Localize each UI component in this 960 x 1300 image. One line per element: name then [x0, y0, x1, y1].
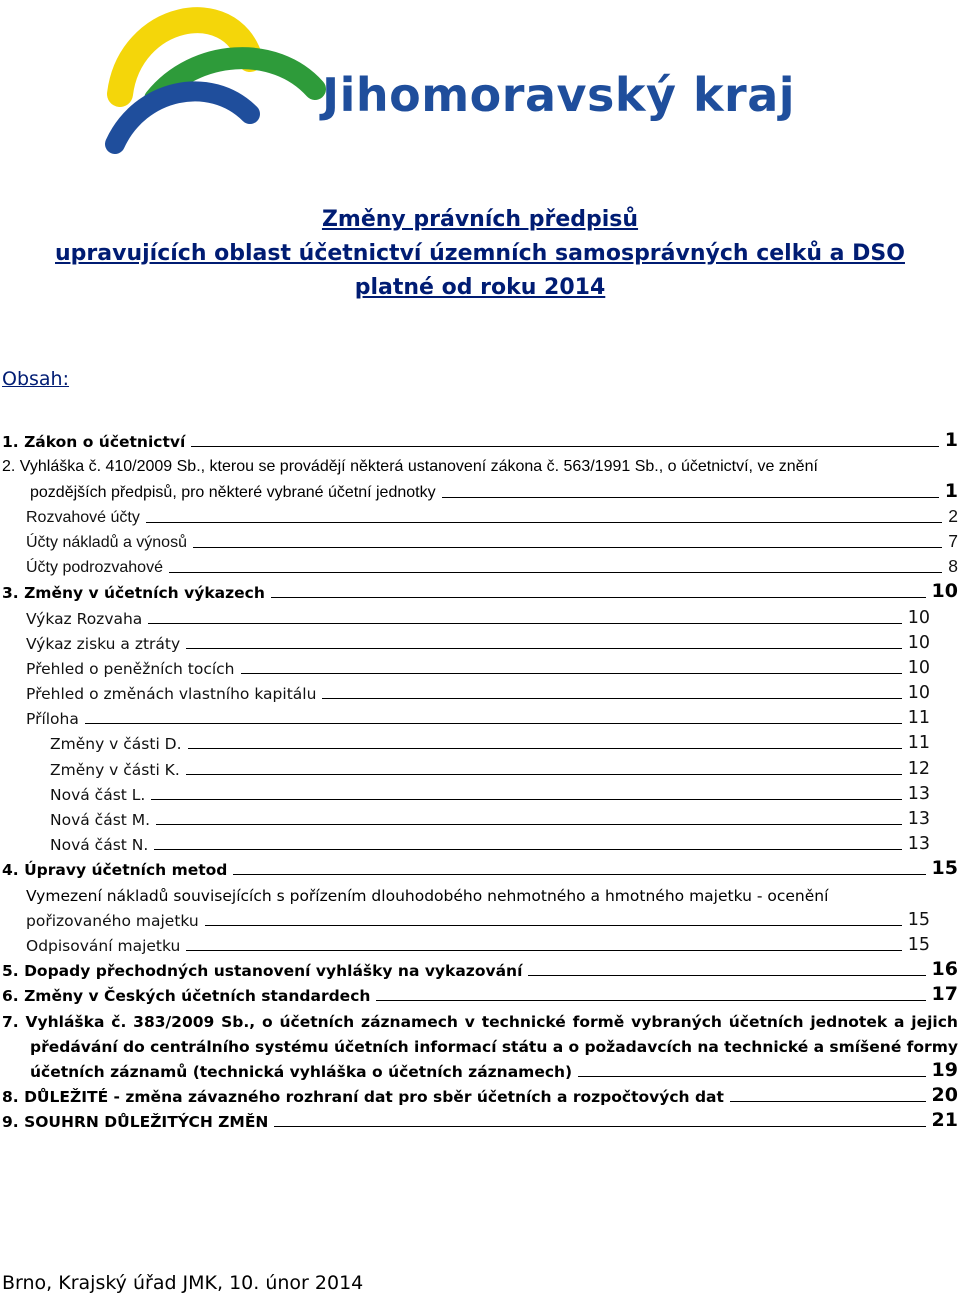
word: informací: [414, 1037, 497, 1056]
toc-entry-page: 11: [907, 708, 930, 729]
toc-entry[interactable]: [0, 552, 960, 577]
toc-entry-text: Příloha: [26, 710, 79, 729]
word: účetních: [333, 1037, 409, 1056]
toc-entry-page: 13: [907, 783, 930, 804]
word: účetních: [728, 1012, 804, 1031]
toc-entry[interactable]: [0, 779, 960, 804]
toc-entry-text: 4. Úpravy účetních metod: [2, 861, 228, 880]
toc-leader: [322, 698, 901, 699]
toc-entry-page: 21: [931, 1109, 958, 1132]
toc-entry[interactable]: [0, 678, 960, 703]
toc-entry-page: 17: [931, 983, 958, 1006]
toc-leader: [186, 774, 902, 775]
word: jednotek: [810, 1012, 888, 1031]
word: účetních: [279, 1012, 355, 1031]
toc-entry-page: 7: [948, 530, 958, 551]
word: státu: [501, 1037, 548, 1056]
toc-entry-page: 10: [907, 683, 930, 704]
toc-entry-text: Přehled o peněžních tocích: [26, 659, 235, 678]
word: a: [813, 1037, 825, 1056]
table-of-contents: [0, 426, 960, 1131]
word: jejich: [911, 1012, 958, 1031]
toc-entry[interactable]: [0, 703, 960, 728]
toc-leader: [271, 597, 926, 598]
toc-entry-page: 2: [948, 505, 958, 526]
toc-entry-text: Změny v části D.: [50, 735, 182, 754]
toc-entry-text: pozdějších předpisů, pro některé vybrané účetní jednotky: [30, 483, 436, 501]
toc-entry-page: 15: [907, 934, 930, 955]
toc-entry-text: Nová část L.: [50, 785, 146, 804]
toc-entry-text: Účty nákladů a výnosů: [26, 533, 187, 551]
toc-entry-page: 1: [944, 479, 958, 502]
toc-entry-page: 19: [931, 1058, 958, 1081]
toc-entry-text: Přehled o změnách vlastního kapitálu: [26, 685, 317, 704]
toc-entry[interactable]: [0, 1106, 960, 1131]
word: Vyhláška: [25, 1012, 105, 1031]
toc-entry-page: 13: [907, 809, 930, 829]
toc-entry[interactable]: [0, 930, 960, 955]
title-line-1: Změny právních předpisů: [321, 207, 639, 232]
toc-justified-line-2: [0, 1031, 960, 1056]
toc-entry[interactable]: [0, 980, 960, 1005]
logo-blue-arc: [115, 91, 250, 144]
word: a: [552, 1037, 564, 1056]
toc-entry-text: Účty podrozvahové: [26, 559, 163, 577]
toc-entry-page: 15: [907, 909, 930, 930]
toc-entry-text: 9. SOUHRN DŮLEŽITÝCH ZMĚN: [2, 1113, 269, 1132]
toc-entry-text: 2. Vyhláška č. 410/2009 Sb., kterou se provádějí některá ustanovení zákona č. 563/1991 Sb., o účetnictví, ve znění: [2, 458, 818, 476]
toc-leader: [148, 623, 901, 624]
toc-entry-page: 12: [907, 758, 930, 779]
toc-leader: [188, 748, 902, 749]
document-title: [0, 203, 960, 305]
toc-entry-text: Nová část M.: [50, 811, 151, 829]
toc-leader: [186, 648, 902, 649]
toc-leader: [442, 497, 939, 498]
toc-entry[interactable]: [0, 476, 960, 501]
toc-entry-text: 8. DŮLEŽITÉ - změna závazného rozhraní dat pro sběr účetních a rozpočtových dat: [2, 1088, 724, 1107]
toc-entry[interactable]: [0, 854, 960, 879]
toc-entry-text: 1. Zákon o účetnictví: [2, 433, 186, 452]
toc-leader: [193, 547, 942, 548]
word: do: [123, 1037, 145, 1056]
toc-leader: [85, 723, 902, 724]
toc-entry-text: Rozvahové účty: [26, 508, 140, 526]
toc-entry[interactable]: [0, 728, 960, 753]
word: o: [262, 1012, 273, 1031]
word: 383/2009: [133, 1012, 215, 1031]
toc-entry-text: Vymezení nákladů souvisejících s pořízením dlouhodobého nehmotného a hmotného majetku - ocenění: [26, 886, 829, 905]
toc-leader: [730, 1101, 926, 1102]
toc-leader: [154, 849, 901, 850]
toc-leader: [169, 572, 942, 573]
word: záznamech: [361, 1012, 458, 1031]
word: technické: [481, 1012, 566, 1031]
word: systému: [255, 1037, 329, 1056]
toc-entry-page: 10: [907, 657, 930, 678]
toc-leader: [528, 975, 925, 976]
toc-justified-line-1: [0, 1005, 960, 1030]
word: a: [893, 1012, 905, 1031]
toc-entry[interactable]: [0, 527, 960, 552]
toc-heading: Obsah:: [2, 368, 70, 390]
toc-entry-page: 11: [907, 733, 930, 754]
toc-leader: [191, 446, 938, 447]
toc-entry-page: 16: [931, 958, 958, 981]
toc-entry[interactable]: [0, 955, 960, 980]
toc-entry-text: pořizovaného majetku: [26, 911, 199, 930]
toc-leader: [241, 673, 902, 674]
toc-leader: [376, 1000, 925, 1001]
toc-entry-page: 1: [944, 429, 958, 452]
toc-entry-text: Výkaz Rozvaha: [26, 609, 143, 628]
word: požadavcích: [584, 1037, 693, 1056]
toc-leader: [151, 799, 901, 800]
toc-leader: [205, 925, 902, 926]
word: technické: [724, 1037, 809, 1056]
title-line-2: upravujících oblast účetnictví územních samosprávných celků a DSO: [55, 241, 905, 266]
toc-entry[interactable]: [0, 426, 960, 451]
word: na: [697, 1037, 719, 1056]
word: 7.: [2, 1012, 19, 1031]
toc-entry-text: Odpisování majetku: [26, 936, 181, 955]
toc-entry-text: 5. Dopady přechodných ustanovení vyhlášky na vykazování: [2, 962, 523, 981]
toc-leader: [186, 950, 901, 951]
toc-leader: [274, 1126, 925, 1127]
toc-entry-text: Výkaz zisku a ztráty: [26, 634, 181, 653]
toc-entry[interactable]: [0, 628, 960, 653]
word: č.: [111, 1012, 127, 1031]
toc-entry-text: účetních záznamů (technická vyhláška o účetních záznamech): [30, 1062, 573, 1081]
toc-entry[interactable]: [0, 1056, 960, 1081]
toc-entry-text: 6. Změny v Českých účetních standardech: [2, 987, 371, 1006]
toc-leader: [146, 522, 942, 523]
toc-entry-text: 3. Změny v účetních výkazech: [2, 584, 265, 603]
word: v: [464, 1012, 475, 1031]
toc-entry-page: 10: [907, 607, 930, 628]
toc-entry-page: 10: [931, 580, 958, 603]
toc-entry[interactable]: [0, 1081, 960, 1106]
footer-text: Brno, Krajský úřad JMK, 10. únor 2014: [2, 1272, 364, 1294]
word: Sb.,: [221, 1012, 256, 1031]
toc-entry[interactable]: [0, 502, 960, 527]
toc-entry-page: 8: [948, 556, 958, 577]
word: vybraných: [631, 1012, 722, 1031]
toc-entry[interactable]: [0, 577, 960, 602]
toc-entry-page: 10: [907, 632, 930, 653]
title-line-3: platné od roku 2014: [354, 275, 606, 300]
toc-entry-page: 13: [907, 834, 930, 855]
toc-entry[interactable]: [0, 905, 960, 930]
word: formě: [572, 1012, 625, 1031]
toc-entry[interactable]: [0, 653, 960, 678]
toc-entry[interactable]: [0, 753, 960, 778]
word: předávání: [30, 1037, 118, 1056]
toc-entry[interactable]: [0, 804, 960, 829]
toc-entry-text: Změny v části K.: [50, 760, 180, 779]
logo-brand-text: Jihomoravský kraj: [322, 68, 796, 122]
toc-leader: [233, 874, 925, 875]
toc-entry[interactable]: [0, 602, 960, 627]
word: formy: [906, 1037, 958, 1056]
word: smíšené: [829, 1037, 902, 1056]
toc-entry-text: Nová část N.: [50, 836, 149, 855]
toc-entry[interactable]: [0, 829, 960, 854]
toc-entry-page: 15: [931, 857, 958, 880]
toc-leader: [156, 824, 902, 825]
word: centrálního: [150, 1037, 250, 1056]
toc-entry-page: 20: [931, 1084, 958, 1107]
word: o: [568, 1037, 580, 1056]
toc-leader: [578, 1076, 925, 1077]
